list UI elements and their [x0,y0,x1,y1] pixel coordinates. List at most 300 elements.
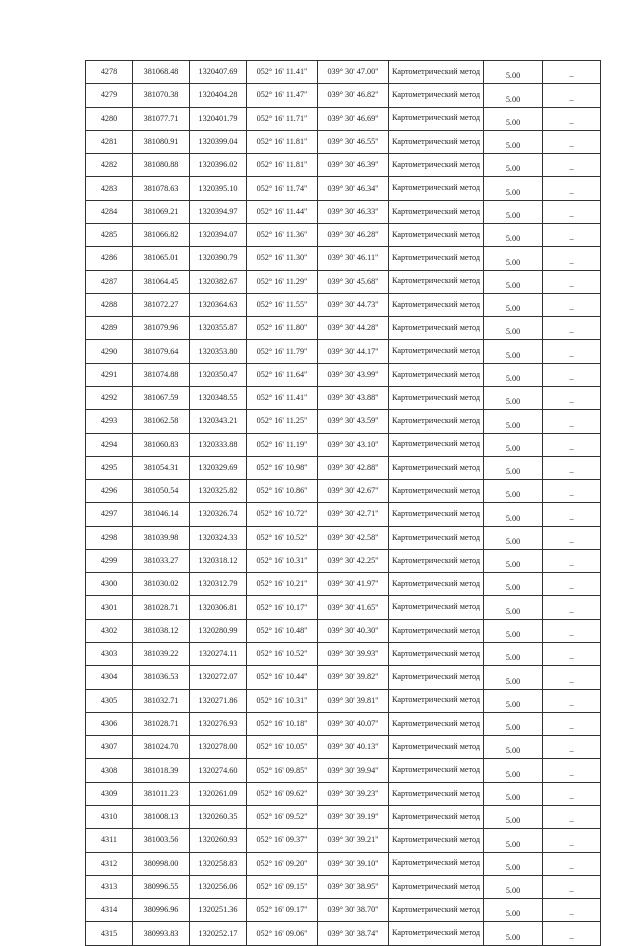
description-cell: – [543,223,601,246]
longitude-cell: 039° 30' 40.30" [318,619,389,642]
method-cell: Картометрический метод [389,456,484,479]
description-cell: – [543,503,601,526]
y-coordinate-cell: 1320390.79 [190,247,247,270]
description-cell: – [543,736,601,759]
description-cell: – [543,712,601,735]
longitude-cell: 039° 30' 39.93" [318,643,389,666]
method-cell: Картометрический метод [389,293,484,316]
accuracy-cell: 5.00 [484,317,543,340]
point-number-cell: 4314 [86,899,133,922]
accuracy-cell: 5.00 [484,363,543,386]
accuracy-cell: 5.00 [484,806,543,829]
method-cell: Картометрический метод [389,643,484,666]
latitude-cell: 052° 16' 10.72" [247,503,318,526]
y-coordinate-cell: 1320396.02 [190,154,247,177]
accuracy-cell: 5.00 [484,340,543,363]
description-cell: – [543,666,601,689]
y-coordinate-cell: 1320348.55 [190,386,247,409]
latitude-cell: 052° 16' 11.29" [247,270,318,293]
table-row [86,270,601,293]
accuracy-cell: 5.00 [484,200,543,223]
table-row [86,689,601,712]
point-number-cell: 4306 [86,712,133,735]
description-cell: – [543,829,601,852]
x-coordinate-cell: 381079.64 [133,340,190,363]
longitude-cell: 039° 30' 46.33" [318,200,389,223]
x-coordinate-cell: 381074.88 [133,363,190,386]
point-number-cell: 4290 [86,340,133,363]
table-row [86,596,601,619]
x-coordinate-cell: 381067.59 [133,386,190,409]
latitude-cell: 052° 16' 11.36" [247,223,318,246]
y-coordinate-cell: 1320394.07 [190,223,247,246]
table-row [86,317,601,340]
latitude-cell: 052° 16' 10.86" [247,480,318,503]
longitude-cell: 039° 30' 40.07" [318,712,389,735]
table-row [86,759,601,782]
longitude-cell: 039° 30' 40.13" [318,736,389,759]
method-cell: Картометрический метод [389,782,484,805]
point-number-cell: 4304 [86,666,133,689]
y-coordinate-cell: 1320401.79 [190,107,247,130]
table-row [86,456,601,479]
longitude-cell: 039° 30' 42.58" [318,526,389,549]
method-cell: Картометрический метод [389,666,484,689]
point-number-cell: 4281 [86,130,133,153]
point-number-cell: 4298 [86,526,133,549]
table-row [86,480,601,503]
accuracy-cell: 5.00 [484,922,543,945]
x-coordinate-cell: 381080.88 [133,154,190,177]
latitude-cell: 052° 16' 11.74" [247,177,318,200]
point-number-cell: 4284 [86,200,133,223]
description-cell: – [543,573,601,596]
latitude-cell: 052° 16' 11.71" [247,107,318,130]
x-coordinate-cell: 381069.21 [133,200,190,223]
method-cell: Картометрический метод [389,829,484,852]
table-row [86,130,601,153]
x-coordinate-cell: 381060.83 [133,433,190,456]
method-cell: Картометрический метод [389,899,484,922]
x-coordinate-cell: 381030.02 [133,573,190,596]
accuracy-cell: 5.00 [484,899,543,922]
table-row [86,247,601,270]
point-number-cell: 4278 [86,61,133,84]
table-row [86,643,601,666]
x-coordinate-cell: 381024.70 [133,736,190,759]
x-coordinate-cell: 381038.12 [133,619,190,642]
accuracy-cell: 5.00 [484,712,543,735]
description-cell: – [543,340,601,363]
point-number-cell: 4305 [86,689,133,712]
accuracy-cell: 5.00 [484,596,543,619]
method-cell: Картометрический метод [389,852,484,875]
table-row [86,852,601,875]
latitude-cell: 052° 16' 10.31" [247,549,318,572]
longitude-cell: 039° 30' 46.11" [318,247,389,270]
point-number-cell: 4310 [86,806,133,829]
latitude-cell: 052° 16' 09.52" [247,806,318,829]
method-cell: Картометрический метод [389,247,484,270]
table-row [86,433,601,456]
method-cell: Картометрический метод [389,712,484,735]
x-coordinate-cell: 380996.55 [133,875,190,898]
latitude-cell: 052° 16' 10.31" [247,689,318,712]
point-number-cell: 4297 [86,503,133,526]
point-number-cell: 4312 [86,852,133,875]
longitude-cell: 039° 30' 41.65" [318,596,389,619]
point-number-cell: 4287 [86,270,133,293]
longitude-cell: 039° 30' 45.68" [318,270,389,293]
y-coordinate-cell: 1320260.35 [190,806,247,829]
longitude-cell: 039° 30' 41.97" [318,573,389,596]
y-coordinate-cell: 1320252.17 [190,922,247,945]
accuracy-cell: 5.00 [484,666,543,689]
table-row [86,200,601,223]
accuracy-cell: 5.00 [484,852,543,875]
x-coordinate-cell: 381065.01 [133,247,190,270]
point-number-cell: 4313 [86,875,133,898]
x-coordinate-cell: 381003.56 [133,829,190,852]
x-coordinate-cell: 380993.83 [133,922,190,945]
x-coordinate-cell: 381028.71 [133,596,190,619]
latitude-cell: 052° 16' 11.25" [247,410,318,433]
table-row [86,293,601,316]
method-cell: Картометрический метод [389,107,484,130]
latitude-cell: 052° 16' 11.30" [247,247,318,270]
accuracy-cell: 5.00 [484,549,543,572]
table-row [86,806,601,829]
x-coordinate-cell: 380998.00 [133,852,190,875]
y-coordinate-cell: 1320343.21 [190,410,247,433]
description-cell: – [543,270,601,293]
point-number-cell: 4308 [86,759,133,782]
longitude-cell: 039° 30' 39.19" [318,806,389,829]
longitude-cell: 039° 30' 46.55" [318,130,389,153]
x-coordinate-cell: 381066.82 [133,223,190,246]
point-number-cell: 4293 [86,410,133,433]
accuracy-cell: 5.00 [484,829,543,852]
longitude-cell: 039° 30' 38.95" [318,875,389,898]
description-cell: – [543,480,601,503]
latitude-cell: 052° 16' 11.44" [247,200,318,223]
description-cell: – [543,456,601,479]
accuracy-cell: 5.00 [484,154,543,177]
description-cell: – [543,363,601,386]
y-coordinate-cell: 1320404.28 [190,84,247,107]
point-number-cell: 4302 [86,619,133,642]
y-coordinate-cell: 1320276.93 [190,712,247,735]
method-cell: Картометрический метод [389,596,484,619]
y-coordinate-cell: 1320329.69 [190,456,247,479]
accuracy-cell: 5.00 [484,782,543,805]
point-number-cell: 4294 [86,433,133,456]
point-number-cell: 4282 [86,154,133,177]
latitude-cell: 052° 16' 11.41" [247,386,318,409]
point-number-cell: 4292 [86,386,133,409]
y-coordinate-cell: 1320258.83 [190,852,247,875]
accuracy-cell: 5.00 [484,293,543,316]
longitude-cell: 039° 30' 38.70" [318,899,389,922]
latitude-cell: 052° 16' 10.52" [247,643,318,666]
accuracy-cell: 5.00 [484,736,543,759]
point-number-cell: 4288 [86,293,133,316]
description-cell: – [543,317,601,340]
method-cell: Картометрический метод [389,759,484,782]
latitude-cell: 052° 16' 10.17" [247,596,318,619]
point-number-cell: 4296 [86,480,133,503]
point-number-cell: 4311 [86,829,133,852]
method-cell: Картометрический метод [389,130,484,153]
accuracy-cell: 5.00 [484,107,543,130]
y-coordinate-cell: 1320350.47 [190,363,247,386]
latitude-cell: 052° 16' 11.64" [247,363,318,386]
description-cell: – [543,386,601,409]
latitude-cell: 052° 16' 11.41" [247,61,318,84]
x-coordinate-cell: 381064.45 [133,270,190,293]
method-cell: Картометрический метод [389,223,484,246]
latitude-cell: 052° 16' 10.05" [247,736,318,759]
latitude-cell: 052° 16' 10.18" [247,712,318,735]
accuracy-cell: 5.00 [484,270,543,293]
x-coordinate-cell: 381008.13 [133,806,190,829]
latitude-cell: 052° 16' 11.79" [247,340,318,363]
y-coordinate-cell: 1320272.07 [190,666,247,689]
method-cell: Картометрический метод [389,200,484,223]
description-cell: – [543,643,601,666]
method-cell: Картометрический метод [389,503,484,526]
point-number-cell: 4301 [86,596,133,619]
description-cell: – [543,154,601,177]
longitude-cell: 039° 30' 46.69" [318,107,389,130]
latitude-cell: 052° 16' 11.81" [247,130,318,153]
y-coordinate-cell: 1320274.11 [190,643,247,666]
table-row [86,61,601,84]
table-body [86,61,601,946]
accuracy-cell: 5.00 [484,573,543,596]
table-row [86,782,601,805]
description-cell: – [543,177,601,200]
accuracy-cell: 5.00 [484,61,543,84]
method-cell: Картометрический метод [389,433,484,456]
point-number-cell: 4286 [86,247,133,270]
method-cell: Картометрический метод [389,806,484,829]
x-coordinate-cell: 381033.27 [133,549,190,572]
longitude-cell: 039° 30' 47.00" [318,61,389,84]
point-number-cell: 4303 [86,643,133,666]
point-number-cell: 4279 [86,84,133,107]
x-coordinate-cell: 381032.71 [133,689,190,712]
y-coordinate-cell: 1320260.93 [190,829,247,852]
method-cell: Картометрический метод [389,736,484,759]
y-coordinate-cell: 1320318.12 [190,549,247,572]
method-cell: Картометрический метод [389,154,484,177]
method-cell: Картометрический метод [389,363,484,386]
y-coordinate-cell: 1320324.33 [190,526,247,549]
latitude-cell: 052° 16' 10.98" [247,456,318,479]
table-row [86,363,601,386]
longitude-cell: 039° 30' 39.21" [318,829,389,852]
description-cell: – [543,596,601,619]
longitude-cell: 039° 30' 46.34" [318,177,389,200]
y-coordinate-cell: 1320395.10 [190,177,247,200]
method-cell: Картометрический метод [389,340,484,363]
y-coordinate-cell: 1320326.74 [190,503,247,526]
accuracy-cell: 5.00 [484,223,543,246]
method-cell: Картометрический метод [389,875,484,898]
accuracy-cell: 5.00 [484,619,543,642]
x-coordinate-cell: 381068.48 [133,61,190,84]
point-number-cell: 4291 [86,363,133,386]
x-coordinate-cell: 381018.39 [133,759,190,782]
method-cell: Картометрический метод [389,619,484,642]
accuracy-cell: 5.00 [484,410,543,433]
latitude-cell: 052° 16' 11.55" [247,293,318,316]
point-number-cell: 4295 [86,456,133,479]
longitude-cell: 039° 30' 46.39" [318,154,389,177]
accuracy-cell: 5.00 [484,643,543,666]
longitude-cell: 039° 30' 42.71" [318,503,389,526]
method-cell: Картометрический метод [389,689,484,712]
longitude-cell: 039° 30' 42.67" [318,480,389,503]
accuracy-cell: 5.00 [484,130,543,153]
method-cell: Картометрический метод [389,270,484,293]
description-cell: – [543,61,601,84]
y-coordinate-cell: 1320278.00 [190,736,247,759]
description-cell: – [543,293,601,316]
table-row [86,666,601,689]
accuracy-cell: 5.00 [484,503,543,526]
point-number-cell: 4280 [86,107,133,130]
table-row [86,223,601,246]
description-cell: – [543,922,601,945]
description-cell: – [543,619,601,642]
method-cell: Картометрический метод [389,526,484,549]
point-number-cell: 4300 [86,573,133,596]
x-coordinate-cell: 381046.14 [133,503,190,526]
y-coordinate-cell: 1320306.81 [190,596,247,619]
method-cell: Картометрический метод [389,410,484,433]
y-coordinate-cell: 1320399.04 [190,130,247,153]
latitude-cell: 052° 16' 09.20" [247,852,318,875]
description-cell: – [543,410,601,433]
latitude-cell: 052° 16' 10.44" [247,666,318,689]
accuracy-cell: 5.00 [484,433,543,456]
description-cell: – [543,852,601,875]
accuracy-cell: 5.00 [484,689,543,712]
latitude-cell: 052° 16' 11.80" [247,317,318,340]
longitude-cell: 039° 30' 44.17" [318,340,389,363]
longitude-cell: 039° 30' 46.28" [318,223,389,246]
y-coordinate-cell: 1320407.69 [190,61,247,84]
method-cell: Картометрический метод [389,573,484,596]
latitude-cell: 052° 16' 10.52" [247,526,318,549]
description-cell: – [543,107,601,130]
method-cell: Картометрический метод [389,61,484,84]
table-row [86,712,601,735]
method-cell: Картометрический метод [389,386,484,409]
description-cell: – [543,806,601,829]
table-row [86,899,601,922]
description-cell: – [543,782,601,805]
accuracy-cell: 5.00 [484,759,543,782]
x-coordinate-cell: 381079.96 [133,317,190,340]
longitude-cell: 039° 30' 38.74" [318,922,389,945]
point-number-cell: 4315 [86,922,133,945]
description-cell: – [543,130,601,153]
accuracy-cell: 5.00 [484,177,543,200]
longitude-cell: 039° 30' 43.59" [318,410,389,433]
table-row [86,829,601,852]
y-coordinate-cell: 1320261.09 [190,782,247,805]
y-coordinate-cell: 1320280.99 [190,619,247,642]
latitude-cell: 052° 16' 09.17" [247,899,318,922]
description-cell: – [543,433,601,456]
x-coordinate-cell: 381039.98 [133,526,190,549]
method-cell: Картометрический метод [389,549,484,572]
y-coordinate-cell: 1320364.63 [190,293,247,316]
x-coordinate-cell: 381080.91 [133,130,190,153]
y-coordinate-cell: 1320274.60 [190,759,247,782]
latitude-cell: 052° 16' 09.15" [247,875,318,898]
x-coordinate-cell: 381039.22 [133,643,190,666]
longitude-cell: 039° 30' 39.23" [318,782,389,805]
description-cell: – [543,549,601,572]
longitude-cell: 039° 30' 39.82" [318,666,389,689]
y-coordinate-cell: 1320382.67 [190,270,247,293]
y-coordinate-cell: 1320353.80 [190,340,247,363]
table-row [86,573,601,596]
longitude-cell: 039° 30' 43.99" [318,363,389,386]
accuracy-cell: 5.00 [484,84,543,107]
x-coordinate-cell: 381028.71 [133,712,190,735]
latitude-cell: 052° 16' 09.62" [247,782,318,805]
table-row [86,410,601,433]
y-coordinate-cell: 1320251.36 [190,899,247,922]
y-coordinate-cell: 1320312.79 [190,573,247,596]
latitude-cell: 052° 16' 10.21" [247,573,318,596]
longitude-cell: 039° 30' 46.82" [318,84,389,107]
accuracy-cell: 5.00 [484,247,543,270]
accuracy-cell: 5.00 [484,456,543,479]
y-coordinate-cell: 1320271.86 [190,689,247,712]
coordinates-table [85,60,601,946]
x-coordinate-cell: 381077.71 [133,107,190,130]
accuracy-cell: 5.00 [484,386,543,409]
table-row [86,736,601,759]
table-row [86,340,601,363]
x-coordinate-cell: 380996.96 [133,899,190,922]
description-cell: – [543,759,601,782]
table-row [86,619,601,642]
longitude-cell: 039° 30' 43.88" [318,386,389,409]
y-coordinate-cell: 1320256.06 [190,875,247,898]
accuracy-cell: 5.00 [484,875,543,898]
point-number-cell: 4285 [86,223,133,246]
longitude-cell: 039° 30' 39.10" [318,852,389,875]
description-cell: – [543,899,601,922]
table-row [86,107,601,130]
latitude-cell: 052° 16' 09.85" [247,759,318,782]
longitude-cell: 039° 30' 43.10" [318,433,389,456]
method-cell: Картометрический метод [389,317,484,340]
x-coordinate-cell: 381036.53 [133,666,190,689]
longitude-cell: 039° 30' 44.73" [318,293,389,316]
table-row [86,154,601,177]
point-number-cell: 4289 [86,317,133,340]
table-row [86,177,601,200]
y-coordinate-cell: 1320394.97 [190,200,247,223]
